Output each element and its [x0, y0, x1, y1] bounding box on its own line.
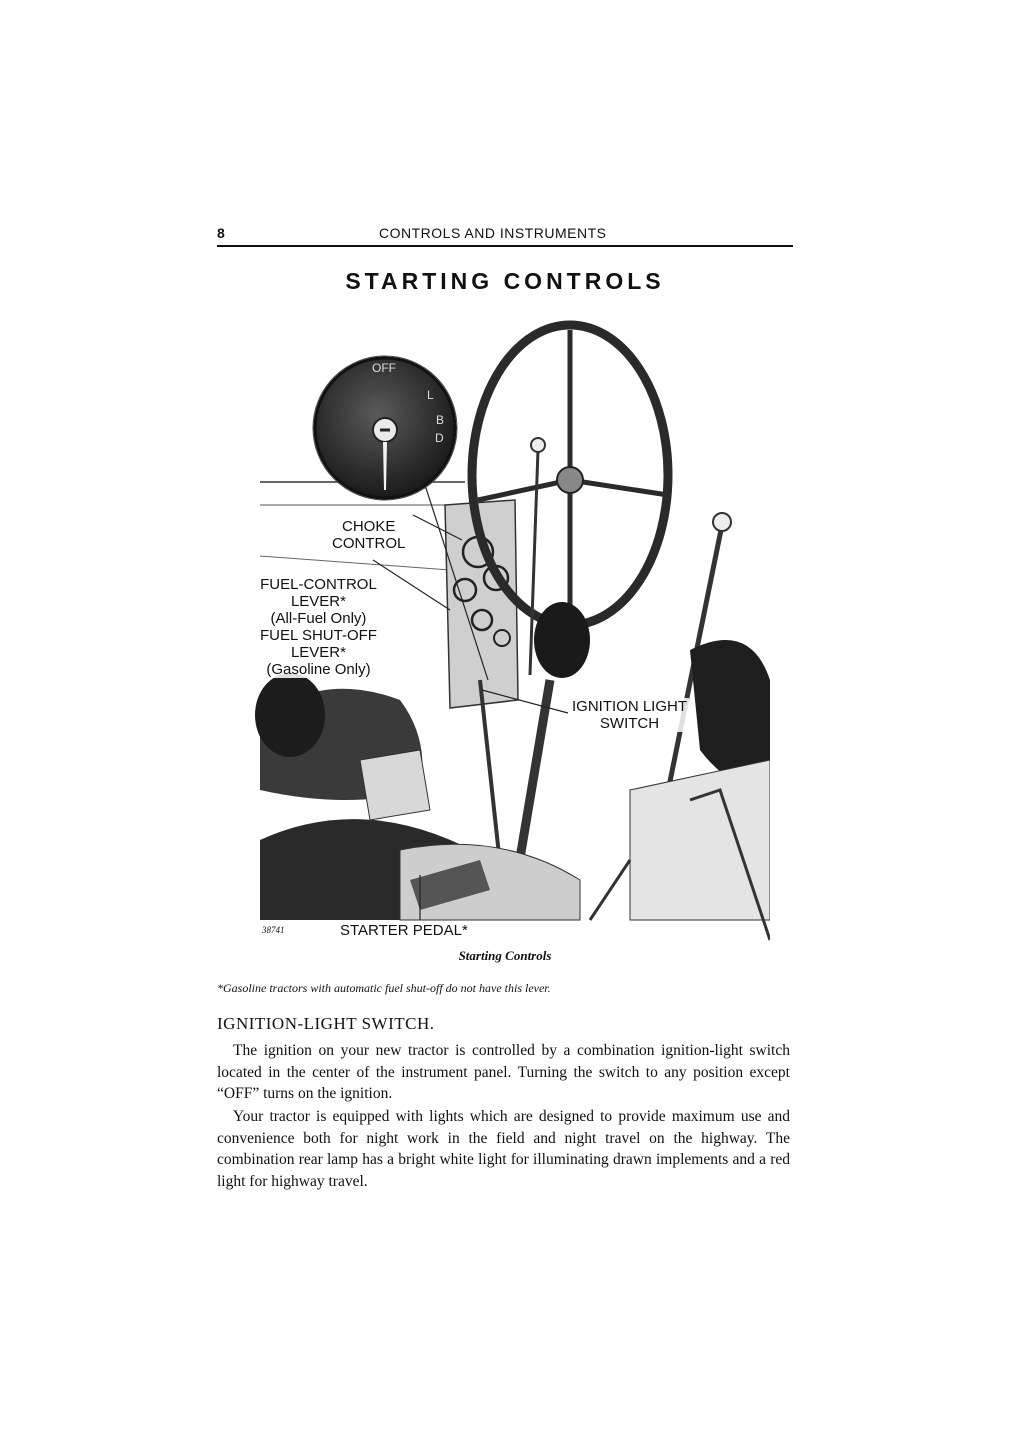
paragraph-ignition: The ignition on your new tractor is controlled by a combination ignition-light switch located in the center of the instrument panel. Turning the switch to any position except “OFF” turns on the ignition.: [217, 1042, 790, 1102]
footnote: *Gasoline tractors with automatic fuel shut-off do not have this lever.: [217, 981, 551, 995]
section-heading: IGNITION-LIGHT SWITCH.: [217, 1014, 435, 1033]
paragraph-lights: Your tractor is equipped with lights which are designed to provide maximum use and convenience both for night work in the field and night travel on the highway. The combination rear lamp has a bright white light for illuminating drawn implements and a red light for highway travel.: [217, 1108, 790, 1190]
fuel-control-lever-label: FUEL-CONTROL LEVER* (All-Fuel Only) FUEL SHUT-OFF LEVER* (Gasoline Only): [260, 576, 377, 678]
dial-off-label: OFF: [372, 361, 396, 375]
ignition-light-switch-label: IGNITION LIGHT SWITCH: [572, 698, 688, 732]
running-head: CONTROLS AND INSTRUMENTS: [379, 225, 607, 241]
page-number: 8: [217, 225, 225, 241]
dial-d-label: D: [435, 431, 444, 445]
dial-l-label: L: [427, 388, 434, 402]
dial-b-label: B: [436, 413, 445, 427]
starter-pedal-label: STARTER PEDAL*: [340, 922, 468, 939]
figure-caption: Starting Controls: [458, 948, 552, 963]
page-title: STARTING CONTROLS: [345, 268, 665, 294]
figure-number: 38741: [262, 925, 285, 935]
tractor-controls-illustration: [250, 320, 770, 945]
page-header: [217, 225, 793, 247]
choke-control-label: CHOKE CONTROL: [332, 518, 406, 552]
